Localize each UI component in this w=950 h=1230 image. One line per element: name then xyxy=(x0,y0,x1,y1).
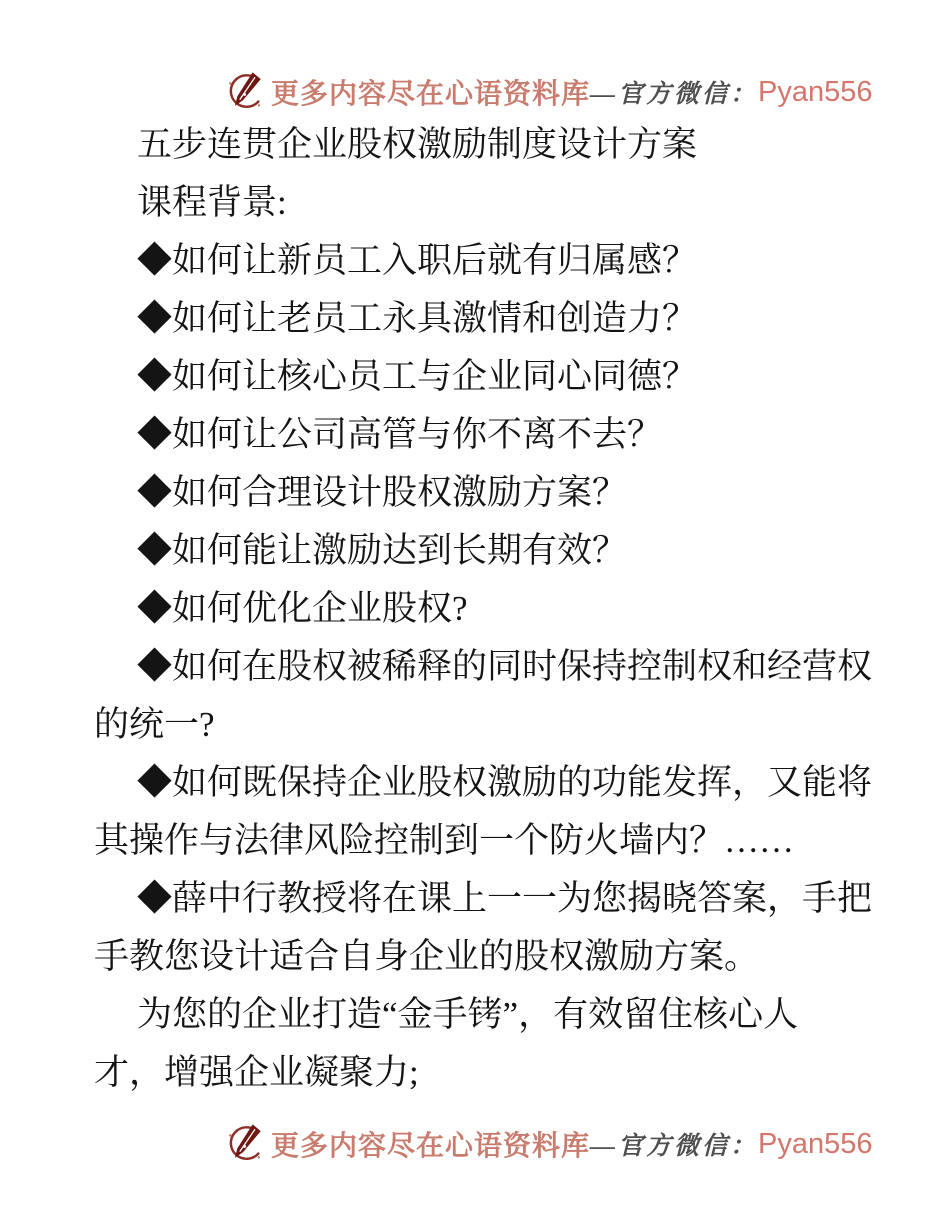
watermark-site-text: 更多内容尽在心语资料库 xyxy=(271,79,591,110)
continuation-line: 的统一? xyxy=(94,705,215,744)
pen-circle-logo-icon xyxy=(224,1121,266,1167)
watermark-wechat-id: Pyan556 xyxy=(758,75,873,108)
bullet-line: ◆如何既保持企业股权激励的功能发挥，又能将 xyxy=(137,763,873,802)
watermark-site-text: 更多内容尽在心语资料库 xyxy=(271,1131,591,1162)
paragraph-line: 为您的企业打造“金手铐”，有效留住核心人 xyxy=(137,995,799,1034)
bullet-line: ◆如何在股权被稀释的同时保持控制权和经营权 xyxy=(137,647,873,686)
bullet-line: ◆如何让公司高管与你不离不去？ xyxy=(137,415,663,454)
document-body xyxy=(94,116,884,1102)
watermark-wechat-label: —官方微信： xyxy=(590,1133,759,1160)
header-watermark xyxy=(224,68,873,116)
continuation-line: 才，增强企业凝聚力; xyxy=(94,1053,419,1092)
bullet-line: ◆如何让老员工永具激情和创造力？ xyxy=(137,299,698,338)
pen-circle-logo-icon xyxy=(224,69,266,115)
bullet-line: ◆薛中行教授将在课上一一为您揭晓答案，手把 xyxy=(137,879,873,918)
bullet-line: ◆如何让新员工入职后就有归属感？ xyxy=(137,241,698,280)
document-title: 五步连贯企业股权激励制度设计方案 xyxy=(137,125,698,164)
bullet-line: ◆如何优化企业股权? xyxy=(137,589,468,628)
bullet-line: ◆如何合理设计股权激励方案？ xyxy=(137,473,628,512)
section-heading: 课程背景: xyxy=(137,183,287,222)
continuation-line: 手教您设计适合自身企业的股权激励方案。 xyxy=(94,937,760,976)
bullet-line: ◆如何能让激励达到长期有效？ xyxy=(137,531,628,570)
watermark-wechat-label: —官方微信： xyxy=(590,81,759,108)
watermark-wechat-id: Pyan556 xyxy=(758,1127,873,1160)
bullet-line: ◆如何让核心员工与企业同心同德？ xyxy=(137,357,698,396)
continuation-line: 其操作与法律风险控制到一个防火墙内？…… xyxy=(94,821,795,860)
footer-watermark xyxy=(224,1120,873,1168)
